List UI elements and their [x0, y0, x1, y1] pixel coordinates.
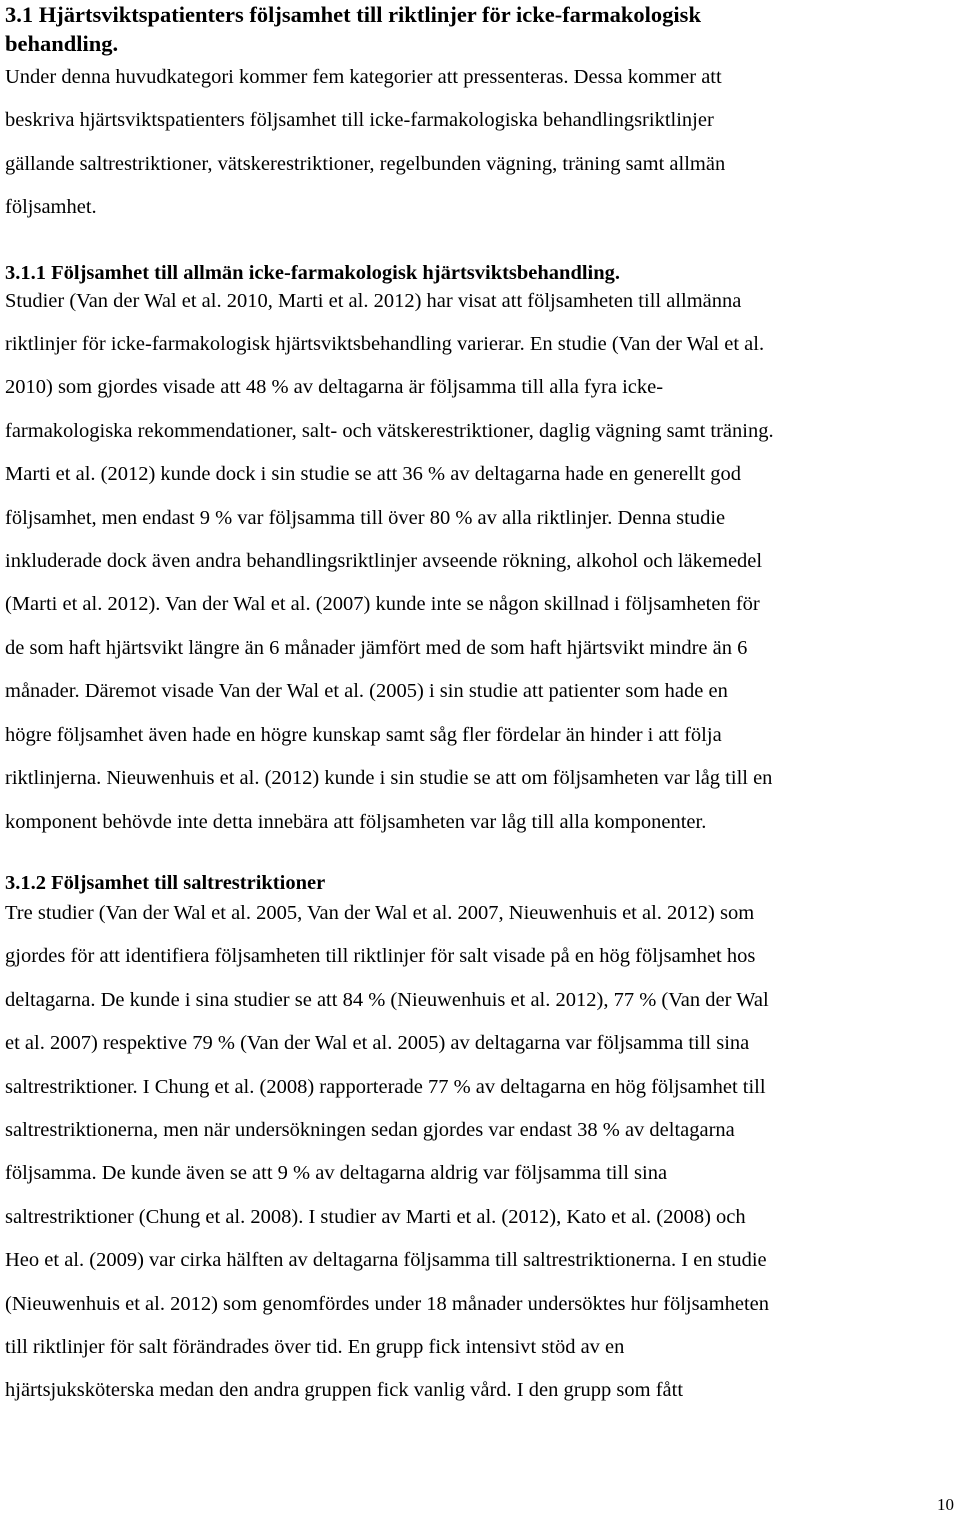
paragraph-line: de som haft hjärtsvikt längre än 6 månader jämfört med de som haft hjärtsvikt mindre än 6	[5, 636, 748, 659]
paragraph-line: gjordes för att identifiera följsamheten till riktlinjer för salt visade på en hög följsamhet hos	[5, 945, 756, 968]
section-heading-line: 3.1 Hjärtsviktspatienters följsamhet till riktlinjer för icke-farmakologisk	[5, 2, 701, 27]
paragraph-line: Heo et al. (2009) var cirka hälften av deltagarna följsamma till saltrestriktionerna. I en studie	[5, 1249, 767, 1272]
paragraph-line: följsamma. De kunde även se att 9 % av deltagarna aldrig var följsamma till sina	[5, 1162, 668, 1185]
paragraph-line: saltrestriktioner. I Chung et al. (2008) rapporterade 77 % av deltagarna en hög följsamhet till	[5, 1075, 766, 1098]
paragraph-line: riktlinjer för icke-farmakologisk hjärtsviktsbehandling varierar. En studie (Van der Wal et al.	[5, 333, 765, 356]
subsection-3-1-1-paragraph	[5, 280, 957, 844]
subsection-3-1-2-paragraph	[5, 892, 957, 1413]
intro-paragraph	[5, 56, 957, 230]
paragraph-line: inkluderade dock även andra behandlingsriktlinjer avseende rökning, alkohol och läkemedel	[5, 550, 763, 573]
paragraph-line: högre följsamhet även hade en högre kunskap samt såg fler fördelar än hinder i att följa	[5, 723, 722, 746]
paragraph-line: Studier (Van der Wal et al. 2010, Marti et al. 2012) har visat att följsamheten till allmänna	[5, 289, 742, 312]
paragraph-line: Marti et al. (2012) kunde dock i sin studie se att 36 % av deltagarna hade en generellt god	[5, 463, 742, 486]
paragraph-line: månader. Däremot visade Van der Wal et al. (2005) i sin studie att patienter som hade en	[5, 680, 728, 703]
paragraph-line: saltrestriktionerna, men när undersökningen sedan gjordes var endast 38 % av deltagarna	[5, 1118, 735, 1141]
paragraph-line: beskriva hjärtsviktspatienters följsamhet till icke-farmakologiska behandlingsriktlinjer	[5, 109, 714, 132]
paragraph-line: följsamhet.	[5, 196, 97, 219]
paragraph-line: Under denna huvudkategori kommer fem kategorier att pressenteras. Dessa kommer att	[5, 66, 722, 88]
paragraph-line: (Nieuwenhuis et al. 2012) som genomfördes under 18 månader undersöktes hur följsamheten	[5, 1292, 769, 1315]
page-number: 10	[937, 1495, 954, 1514]
paragraph-line: farmakologiska rekommendationer, salt- och vätskerestriktioner, daglig vägning samt träning.	[5, 419, 774, 442]
paragraph-line: saltrestriktioner (Chung et al. 2008). I studier av Marti et al. (2012), Kato et al. (2008) och	[5, 1205, 746, 1228]
paragraph-line: et al. 2007) respektive 79 % (Van der Wal et al. 2005) av deltagarna var följsamma till sina	[5, 1032, 750, 1055]
paragraph-line: gällande saltrestriktioner, vätskerestriktioner, regelbunden vägning, träning samt allmän	[5, 152, 726, 175]
subsection-heading-3-1-1: 3.1.1 Följsamhet till allmän icke-farmakologisk hjärtsviktsbehandling.	[5, 261, 621, 284]
subsection-heading-3-1-2: 3.1.2 Följsamhet till saltrestriktioner	[5, 871, 326, 894]
section-heading	[5, 0, 957, 58]
paragraph-line: 2010) som gjordes visade att 48 % av deltagarna är följsamma till alla fyra icke-	[5, 376, 664, 399]
paragraph-line: följsamhet, men endast 9 % var följsamma till över 80 % av alla riktlinjer. Denna studie	[5, 506, 726, 529]
paragraph-line: riktlinjerna. Nieuwenhuis et al. (2012) kunde i sin studie se att om följsamheten var låg till en	[5, 767, 773, 790]
paragraph-line: deltagarna. De kunde i sina studier se att 84 % (Nieuwenhuis et al. 2012), 77 % (Van der Wal	[5, 988, 769, 1011]
paragraph-line: komponent behövde inte detta innebära att följsamheten var låg till alla komponenter.	[5, 810, 707, 833]
section-heading-line: behandling.	[5, 31, 119, 56]
paragraph-line: till riktlinjer för salt förändrades över tid. En grupp fick intensivt stöd av en	[5, 1335, 625, 1358]
paragraph-line: hjärtsjuksköterska medan den andra gruppen fick vanlig vård. I den grupp som fått	[5, 1379, 684, 1402]
paragraph-line: Tre studier (Van der Wal et al. 2005, Van der Wal et al. 2007, Nieuwenhuis et al. 2012) som	[5, 901, 755, 924]
paragraph-line: (Marti et al. 2012). Van der Wal et al. (2007) kunde inte se någon skillnad i följsamheten för	[5, 593, 760, 616]
document-page	[5, 0, 957, 1413]
